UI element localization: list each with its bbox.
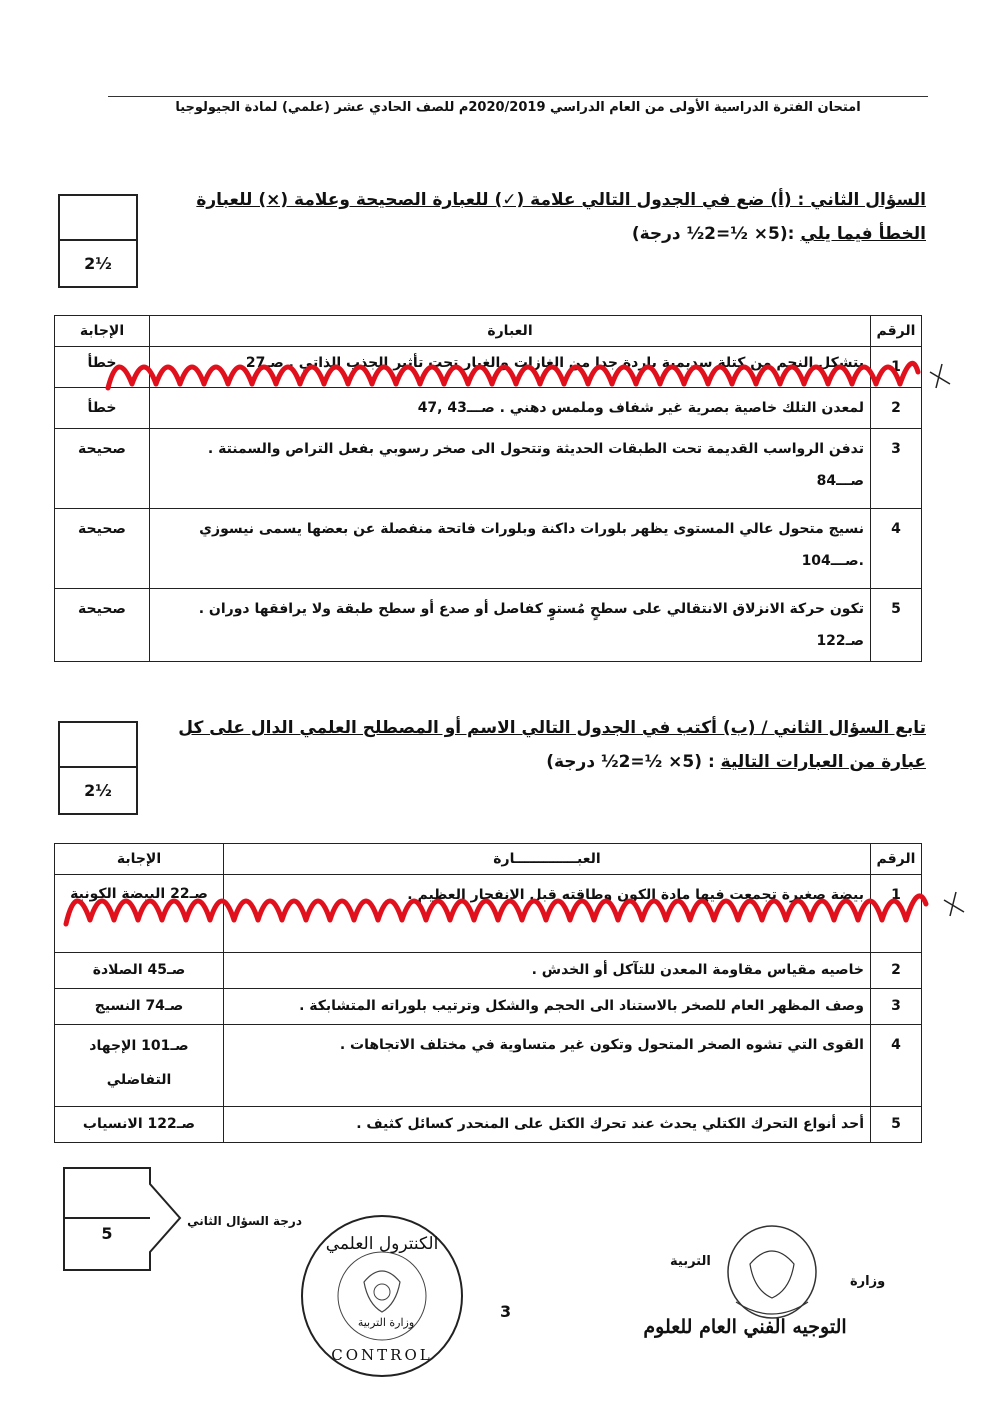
row-statement: لمعدن التلك خاصية بصرية غير شفاف وملمس دهني . صـــ43 ,47 — [150, 388, 871, 429]
section-b-score: 2½ — [84, 781, 112, 800]
ministry-seal-graphic — [600, 1220, 900, 1360]
ministry-seal-caption: التوجيه الفني العام للعلوم — [643, 1316, 847, 1338]
ministry-seal-ministry: وزارة — [850, 1274, 886, 1289]
row-answer: خطأ — [55, 388, 150, 429]
section-a-title-line2-underlined: الخطأ فيما يلي — [800, 224, 926, 244]
row-statement: تدفن الرواسب القديمة تحت الطبقات الحديثة وتتحول الى صخر رسوبي بفعل التراص والسمنتة . صـــ84 — [150, 429, 871, 509]
section-b-header-row — [55, 844, 922, 875]
header-rule — [108, 96, 928, 97]
arrow-shape — [62, 1166, 184, 1274]
page-number: 3 — [500, 1302, 512, 1321]
table-row — [55, 509, 922, 589]
control-seal-inner-text: وزارة التربية — [357, 1316, 415, 1329]
control-seal — [298, 1212, 466, 1380]
row-answer: صـ22 البيضة الكونية — [55, 875, 224, 953]
table-row — [55, 429, 922, 509]
pencil-check-a — [930, 364, 950, 388]
row-num: 1 — [871, 875, 922, 953]
section-b-title-line2-points: : (5× ½=2½ درجة) — [546, 752, 721, 772]
total-score-label: درجة السؤال الثاني — [187, 1214, 302, 1228]
table-row — [55, 875, 922, 953]
row-statement: بيضة صغيرة تجمعت فيها مادة الكون وطاقته قبل الانفجار العظيم . — [224, 875, 871, 953]
row-num: 3 — [871, 429, 922, 509]
table-row — [55, 989, 922, 1025]
section-a-title-line2 — [196, 224, 926, 244]
section-b-score-box — [58, 721, 138, 815]
ministry-seal — [600, 1220, 900, 1360]
section-b-title-line1: تابع السؤال الثاني / (ب) أكتب في الجدول التالي الاسم أو المصطلح العلمي الدال على كل — [178, 718, 926, 738]
row-answer: صـ74 النسيج — [55, 989, 224, 1025]
section-a-title-line1: السؤال الثاني : (أ) ضع في الجدول التالي علامة (✓) للعبارة الصحيحة وعلامة (×) للعبارة — [196, 190, 926, 210]
row-answer: صحيحة — [55, 509, 150, 589]
table-row — [55, 1107, 922, 1143]
row-num: 5 — [871, 1107, 922, 1143]
section-b-title-line2-underlined: عبارة من العبارات التالية — [720, 752, 926, 772]
col-stmt-header: العبارة — [150, 316, 871, 347]
control-seal-ring-text: الكنترول العلمي — [325, 1234, 439, 1254]
col-stmt-header: العبـــــــــــــارة — [224, 844, 871, 875]
section-a-score-box — [58, 194, 138, 288]
row-answer: صحيحة — [55, 589, 150, 662]
row-answer: خطأ — [55, 347, 150, 388]
row-num: 4 — [871, 509, 922, 589]
row-answer: صـ45 الصلادة — [55, 953, 224, 989]
pencil-check-b — [944, 892, 964, 916]
col-ans-header: الإجابة — [55, 844, 224, 875]
section-a-header-row — [55, 316, 922, 347]
row-answer: صحيحة — [55, 429, 150, 509]
row-statement: خاصيه مقياس مقاومة المعدن للتآكل أو الخدش . — [224, 953, 871, 989]
ministry-seal-edu: التربية — [670, 1254, 711, 1269]
row-num: 5 — [871, 589, 922, 662]
section-a-title — [196, 190, 926, 244]
section-b-title-line2 — [178, 752, 926, 772]
section-a-table — [54, 315, 922, 662]
section-b-title — [178, 718, 926, 772]
total-score-arrow-box — [62, 1166, 184, 1278]
row-num: 1 — [871, 347, 922, 388]
row-statement: القوى التي تشوه الصخر المتحول وتكون غير متساوية في مختلف الاتجاهات . — [224, 1025, 871, 1107]
row-statement: وصف المظهر العام للصخر بالاستناد الى الحجم والشكل وترتيب بلوراته المتشابكة . — [224, 989, 871, 1025]
table-row — [55, 589, 922, 662]
row-answer: صـ122 الانسياب — [55, 1107, 224, 1143]
table-row — [55, 953, 922, 989]
row-statement: يتشكل النجم من كتلة سديمية باردة جدا من الغازات والغبار تحت تأثير الجذب الذاتي . صـ27 — [150, 347, 871, 388]
col-num-header: الرقم — [871, 316, 922, 347]
table-row — [55, 388, 922, 429]
col-ans-header: الإجابة — [55, 316, 150, 347]
row-num: 4 — [871, 1025, 922, 1107]
row-statement: نسيج متحول عالي المستوى يظهر بلورات داكنة وبلورات فاتحة منفصلة عن بعضها يسمى نيسوزي .صـــ104 — [150, 509, 871, 589]
control-seal-bottom-text: CONTROL — [331, 1346, 433, 1364]
row-answer: صـ101 الإجهاد التفاضلي — [55, 1025, 224, 1107]
row-num: 2 — [871, 388, 922, 429]
exam-header: امتحان الفترة الدراسية الأولى من العام الدراسي 2020/2019م للصف الحادي عشر (علمي) لمادة الجيولوجيا — [175, 100, 861, 115]
row-statement: تكون حركة الانزلاق الانتقالي على سطحٍ مُستوٍ كفاصل أو صدع أو سطح طبقة ولا يرافقها دوران . صـ122 — [150, 589, 871, 662]
table-row — [55, 347, 922, 388]
section-a-score: 2½ — [84, 254, 112, 273]
total-score: 5 — [101, 1224, 113, 1243]
col-num-header: الرقم — [871, 844, 922, 875]
table-row — [55, 1025, 922, 1107]
row-num: 2 — [871, 953, 922, 989]
section-b-table — [54, 843, 922, 1143]
row-num: 3 — [871, 989, 922, 1025]
section-a-title-line2-points: :(5× ½=2½ درجة) — [631, 224, 801, 244]
row-statement: أحد أنواع التحرك الكتلي يحدث عند تحرك الكتل على المنحدر كسائل كثيف . — [224, 1107, 871, 1143]
